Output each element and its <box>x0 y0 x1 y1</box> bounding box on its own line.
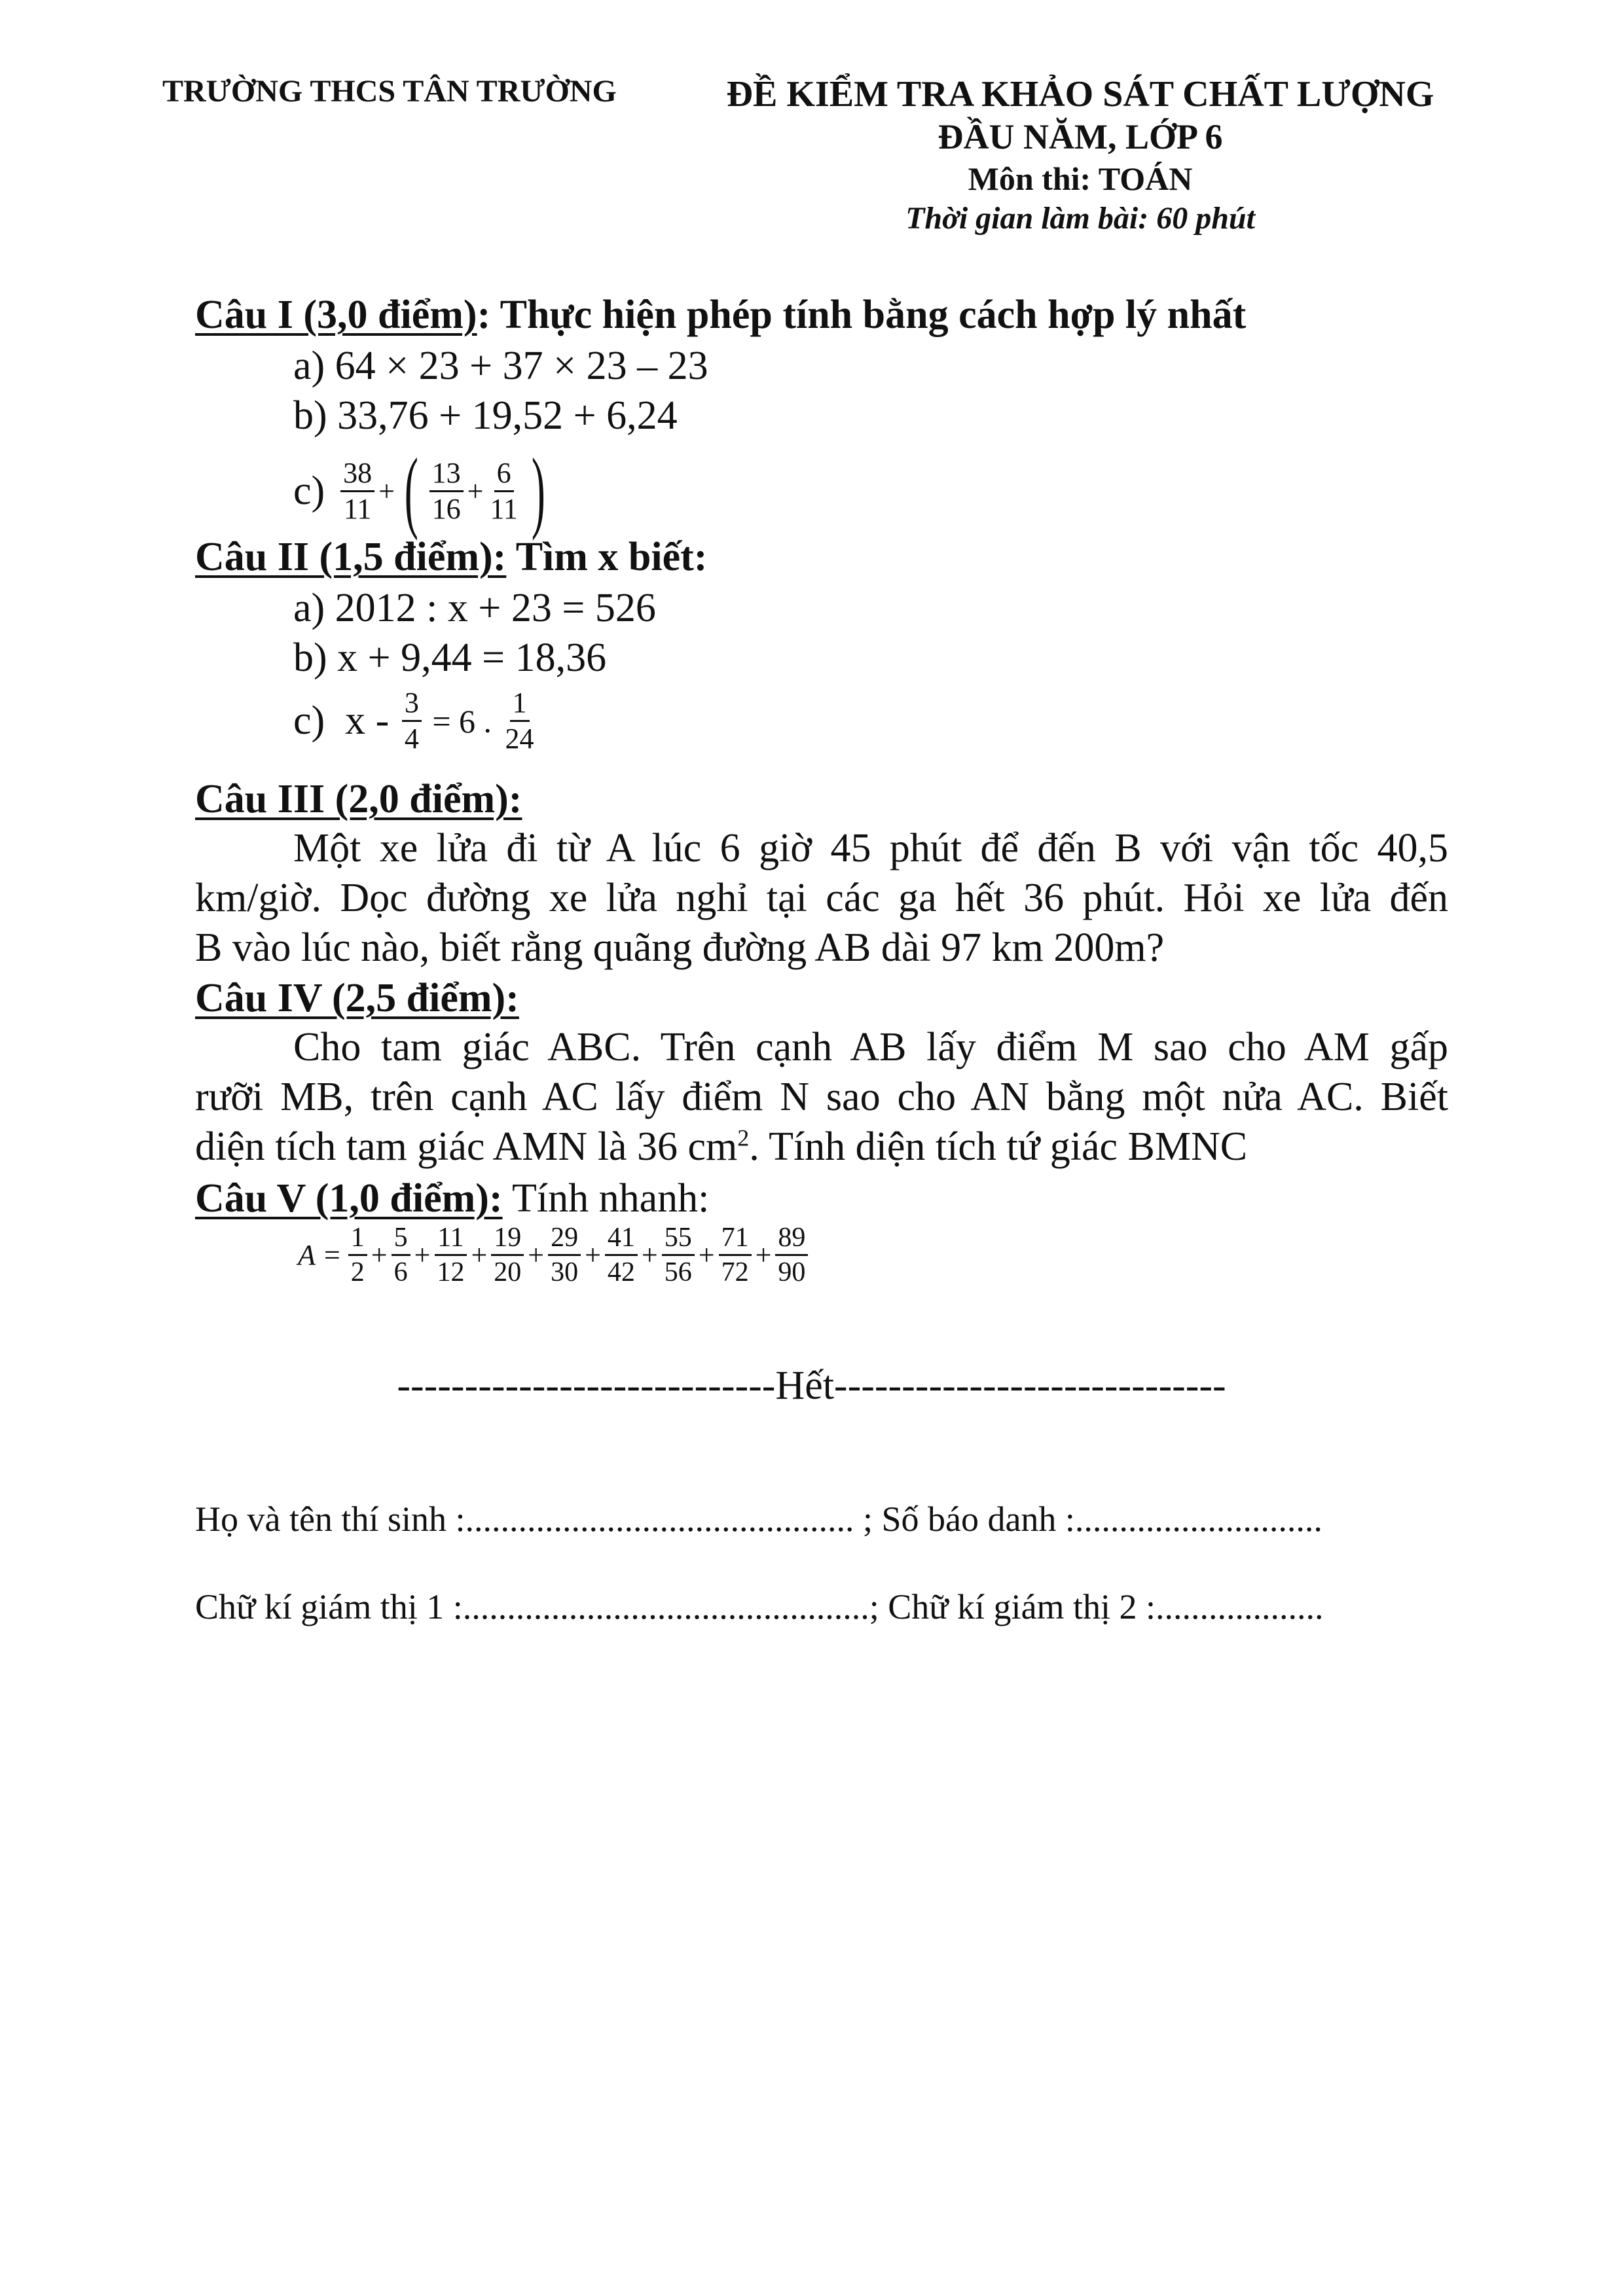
exam-duration: Thời gian làm bài: 60 phút <box>905 201 1255 236</box>
numerator: 55 <box>662 1224 695 1256</box>
fraction <box>348 1224 367 1286</box>
question-3-line1: Một xe lửa đi từ A lúc 6 giờ 45 phút để đến B với vận tốc 40,5 <box>293 826 1448 870</box>
denominator: 24 <box>505 723 534 755</box>
fraction <box>775 1224 808 1286</box>
question-4-line2: rưỡi MB, trên cạnh AC lấy điểm N sao cho AN bằng một nửa AC. Biết <box>195 1075 1448 1119</box>
fraction <box>605 1224 638 1286</box>
question-3-label: Câu III (2,0 điểm): <box>195 777 522 821</box>
numerator: 3 <box>402 689 422 722</box>
denominator: 42 <box>607 1257 635 1287</box>
denominator: 20 <box>494 1257 522 1287</box>
denominator: 4 <box>404 723 419 755</box>
plus-sign: + <box>414 1239 431 1271</box>
question-3-line3: B vào lúc nào, biết rằng quãng đường AB dài 97 km 200m? <box>195 925 1165 970</box>
numerator: 41 <box>605 1224 638 1256</box>
question-1b: b) 33,76 + 19,52 + 6,24 <box>293 393 678 438</box>
right-parenthesis: ) <box>531 440 545 541</box>
question-2c-prefix: c) x - <box>293 698 399 743</box>
denominator: 30 <box>551 1257 579 1287</box>
denominator: 90 <box>778 1257 806 1287</box>
numerator: 6 <box>494 459 514 492</box>
numerator: 71 <box>719 1224 752 1256</box>
question-5-expression <box>298 1224 811 1286</box>
question-2a: a) 2012 : x + 23 = 526 <box>293 586 656 630</box>
denominator: 12 <box>437 1257 465 1287</box>
denominator: 16 <box>431 492 461 525</box>
numerator: 29 <box>548 1224 581 1256</box>
end-of-exam-marker: ----------------------------Hết----------------------------- <box>397 1363 1226 1408</box>
question-1a: a) 64 × 23 + 37 × 23 – 23 <box>293 344 708 388</box>
question-4-heading <box>195 975 519 1022</box>
question-3-heading <box>195 776 522 823</box>
question-4-line1: Cho tam giác ABC. Trên cạnh AB lấy điểm M sao cho AM gấp <box>293 1025 1448 1069</box>
question-5-label: Câu V (1,0 điểm): <box>195 1176 503 1221</box>
question-4-line3-tail: . Tính diện tích tứ giác BMNC <box>749 1124 1248 1169</box>
exam-title-line1: ĐỀ KIỂM TRA KHẢO SÁT CHẤT LƯỢNG <box>726 74 1434 115</box>
exam-subject: Môn thi: TOÁN <box>968 160 1193 197</box>
plus-sign: + <box>755 1239 772 1271</box>
question-2c-middle: = 6 . <box>424 702 500 740</box>
question-4-label: Câu IV (2,5 điểm): <box>195 976 519 1020</box>
numerator: 89 <box>775 1224 808 1256</box>
question-4-line3-text: diện tích tam giác AMN là 36 cm <box>195 1124 738 1169</box>
left-parenthesis: ( <box>404 440 418 541</box>
candidate-info-line: Họ và tên thí sinh :............................................ ; Số báo danh :............................ <box>195 1499 1322 1539</box>
fraction <box>719 1224 752 1286</box>
plus-sign: + <box>471 1239 488 1271</box>
fraction <box>402 689 422 753</box>
plus-sign: + <box>528 1239 545 1271</box>
plus-sign: + <box>585 1239 601 1271</box>
numerator: 38 <box>340 459 374 492</box>
proctor-signature-line: Chữ kí giám thị 1 :..............................................; Chữ kí giám thị 2 :................... <box>195 1587 1324 1626</box>
numerator: 11 <box>435 1224 466 1256</box>
plus-sign: + <box>698 1239 715 1271</box>
denominator: 6 <box>393 1257 408 1287</box>
numerator: 5 <box>392 1224 410 1256</box>
question-4-line3 <box>195 1122 1448 1172</box>
plus-sign: + <box>641 1239 658 1271</box>
denominator: 72 <box>721 1257 749 1287</box>
fraction <box>491 1224 524 1286</box>
question-5-heading <box>195 1175 709 1222</box>
question-2-label: Câu II (1,5 điểm): <box>195 535 507 579</box>
question-1-prompt: : Thực hiện phép tính bằng cách hợp lý nhất <box>477 293 1247 337</box>
question-5-prompt: Tính nhanh: <box>502 1176 710 1221</box>
fraction <box>503 689 537 753</box>
question-2b: b) x + 9,44 = 18,36 <box>293 636 607 680</box>
question-2c <box>293 689 539 753</box>
superscript: 2 <box>737 1124 750 1151</box>
question-1c-label: c) <box>293 468 325 513</box>
plus-sign: + <box>371 1239 388 1271</box>
numerator: 13 <box>429 459 464 492</box>
school-name: TRƯỜNG THCS TÂN TRƯỜNG <box>162 74 617 109</box>
denominator: 11 <box>490 492 518 525</box>
question-1c <box>293 440 553 541</box>
exam-title-line2: ĐẦU NĂM, LỚP 6 <box>938 117 1223 156</box>
numerator: 19 <box>491 1224 524 1256</box>
fraction <box>548 1224 581 1286</box>
question-1-label: Câu I (3,0 điểm) <box>195 293 477 337</box>
question-2-prompt: Tìm x biết: <box>506 535 708 579</box>
expression-lhs: A = <box>298 1239 342 1271</box>
fraction <box>429 456 464 525</box>
denominator: 56 <box>664 1257 692 1287</box>
fraction <box>662 1224 695 1286</box>
question-2-heading <box>195 534 707 581</box>
plus-sign: + <box>467 475 484 507</box>
fraction <box>487 456 520 525</box>
denominator: 2 <box>350 1257 365 1287</box>
fraction <box>434 1224 467 1286</box>
fraction <box>340 456 374 525</box>
question-1-heading <box>195 292 1246 338</box>
denominator: 11 <box>343 492 372 525</box>
numerator: 1 <box>348 1224 367 1256</box>
plus-sign: + <box>378 475 395 507</box>
fraction <box>392 1224 410 1286</box>
numerator: 1 <box>510 689 530 722</box>
question-3-line2: km/giờ. Dọc đường xe lửa nghỉ tại các ga hết 36 phút. Hỏi xe lửa đến <box>195 876 1448 920</box>
